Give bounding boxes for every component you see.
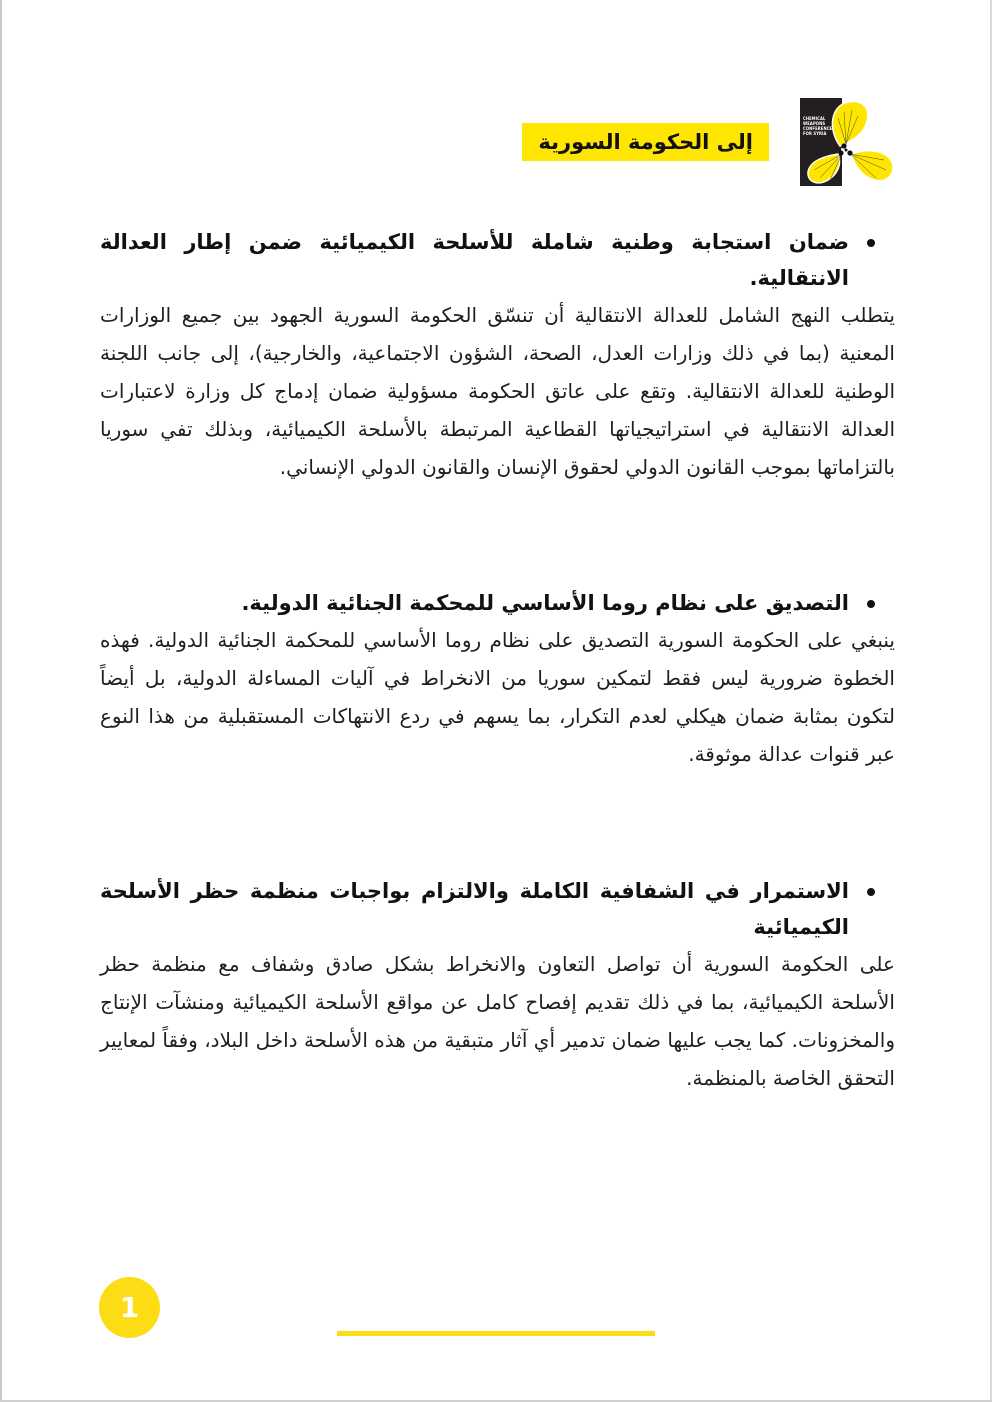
page-number-badge: 1	[99, 1277, 160, 1338]
recommendation-body: يتطلب النهج الشامل للعدالة الانتقالية أن تنسّق الحكومة السورية الجهود بين جميع الوزارات المعنية (بما في ذلك وزارات العدل، الصحة، الشؤون الاجتماعية، والخارجية)، إلى جانب اللجنة الوطنية للعدالة الانتقالية. وتقع على عاتق الحكومة مسؤولية ضمان إدماج كل وزارة لاعتبارات العدالة الانتقالية في استراتيجياتها القطاعية المرتبطة بالأسلحة الكيميائية، وبذلك تفي سوريا بالتزاماتها بموجب القانون الدولي لحقوق الإنسان والقانون الدولي الإنساني.	[100, 303, 895, 479]
bullet-icon	[867, 888, 875, 896]
recommendation-heading	[100, 873, 895, 945]
recommendation-heading	[100, 224, 895, 296]
recommendation-body: ينبغي على الحكومة السورية التصديق على نظام روما الأساسي للمحكمة الجنائية الدولية. فهذه الخطوة ضرورية ليس فقط لتمكين سوريا من الانخراط في آليات المساءلة الدولية، بل أيضاً لتكون بمثابة ضمان هيكلي لعدم التكرار، بما يسهم في ردع الانتهاكات المستقبلية من هذا النوع عبر قنوات عدالة موثوقة.	[100, 628, 895, 766]
recommendation-section	[100, 585, 895, 773]
recommendation-section	[100, 224, 895, 486]
flower-icon	[800, 98, 895, 186]
conference-logo	[800, 98, 895, 186]
footer-divider	[337, 1331, 655, 1336]
bullet-icon	[867, 600, 875, 608]
logo-text-line: FOR SYRIA	[803, 131, 827, 136]
recommendation-section	[100, 873, 895, 1097]
bullet-icon	[867, 239, 875, 247]
recommendation-heading	[100, 585, 895, 621]
recommendation-heading-text: ضمان استجابة وطنية شاملة للأسلحة الكيميائية ضمن إطار العدالة الانتقالية.	[100, 230, 849, 290]
recommendation-heading-text: التصديق على نظام روما الأساسي للمحكمة الجنائية الدولية.	[241, 591, 849, 615]
logo-text-line: WEAPONS	[803, 121, 826, 126]
recommendation-heading-text: الاستمرار في الشفافية الكاملة والالتزام بواجبات منظمة حظر الأسلحة الكيميائية	[100, 879, 849, 939]
logo-text-line: CHEMICAL	[803, 116, 826, 121]
section-title: إلى الحكومة السورية	[522, 123, 769, 161]
page-edge-left	[0, 0, 2, 1402]
logo-text	[803, 116, 841, 136]
recommendation-body: على الحكومة السورية أن تواصل التعاون والانخراط بشكل صادق وشفاف مع منظمة حظر الأسلحة الكيميائية، بما في ذلك تقديم إفصاح كامل عن مواقع الأسلحة الكيميائية ومنشآت الإنتاج والمخزونات. كما يجب عليها ضمان تدمير أي آثار متبقية من هذه الأسلحة داخل البلاد، وفقاً لمعايير التحقق الخاصة بالمنظمة.	[100, 952, 895, 1090]
logo-text-line: CONFERENCE	[803, 126, 833, 131]
